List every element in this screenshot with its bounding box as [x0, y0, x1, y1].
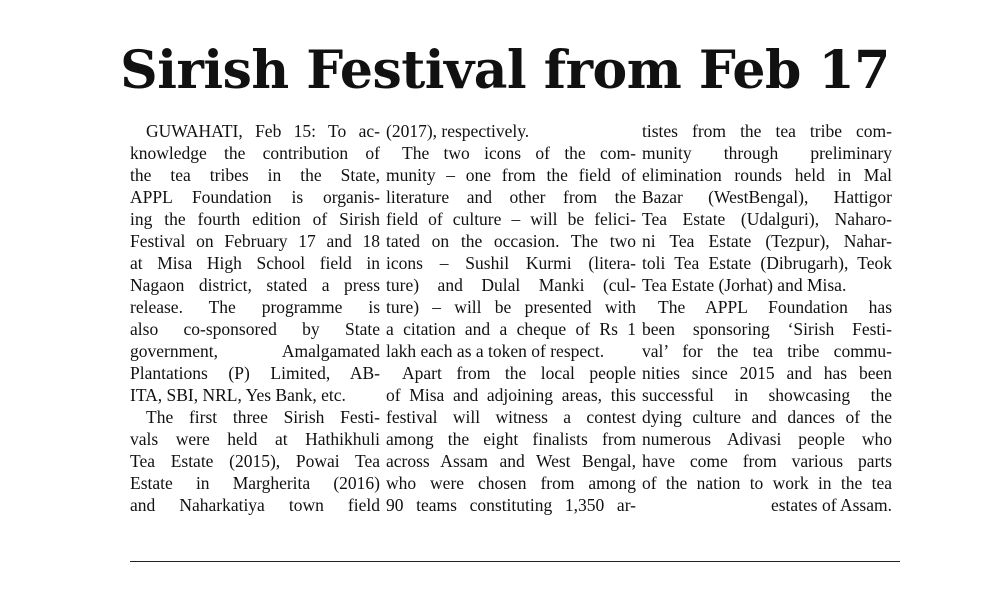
column-2: [386, 120, 636, 516]
text-line: numerous Adivasi people who: [642, 429, 892, 449]
text-line: have come from various parts: [642, 451, 892, 471]
column-1: [130, 120, 380, 516]
text-line: val’ for the tea tribe commu-: [642, 341, 892, 361]
text-line: literature and other from the: [386, 187, 636, 207]
text-line: of Misa and adjoining areas, this: [386, 385, 636, 405]
text-line: been sponsoring ‘Sirish Festi-: [642, 319, 892, 339]
text-line: who were chosen from among: [386, 473, 636, 493]
text-line: Apart from the local people: [402, 363, 636, 383]
text-line: Estate in Margherita (2016): [130, 473, 380, 493]
text-line: The two icons of the com-: [402, 143, 636, 163]
text-line: of the nation to work in the tea: [642, 473, 892, 493]
text-line: ture) and Dulal Manki (cul-: [386, 275, 636, 295]
text-line: APPL Foundation is organis-: [130, 187, 380, 207]
text-line: (2017), respectively.: [386, 121, 530, 141]
text-line: nities since 2015 and has been: [642, 363, 892, 383]
text-line: at Misa High School field in: [130, 253, 380, 273]
text-line: ITA, SBI, NRL, Yes Bank, etc.: [130, 385, 346, 405]
text-line: toli Tea Estate (Dibrugarh), Teok: [642, 253, 892, 273]
text-line: government, Amalgamated: [130, 341, 380, 361]
text-line: and Naharkatiya town field: [130, 495, 380, 515]
text-line: vals were held at Hathikhuli: [130, 429, 380, 449]
text-line: field of culture – will be felici-: [386, 209, 636, 229]
text-line: dying culture and dances of the: [642, 407, 892, 427]
text-line: Tea Estate (2015), Powai Tea: [130, 451, 380, 471]
text-line: Bazar (WestBengal), Hattigor: [642, 187, 892, 207]
text-line: munity – one from the field of: [386, 165, 636, 185]
text-line: tistes from the tea tribe com-: [642, 121, 892, 141]
text-line: Nagaon district, stated a press: [130, 275, 380, 295]
text-line: Plantations (P) Limited, AB-: [130, 363, 380, 383]
text-line: festival will witness a contest: [386, 407, 636, 427]
text-line: ni Tea Estate (Tezpur), Nahar-: [642, 231, 892, 251]
text-line: The first three Sirish Festi-: [146, 407, 380, 427]
text-line: ture) – will be presented with: [386, 297, 636, 317]
text-line: The APPL Foundation has: [658, 297, 892, 317]
text-line: munity through preliminary: [642, 143, 892, 163]
text-line: knowledge the contribution of: [130, 143, 380, 163]
text-line: release. The programme is: [130, 297, 380, 317]
text-line: also co-sponsored by State: [130, 319, 380, 339]
text-line: Tea Estate (Udalguri), Naharo-: [642, 209, 892, 229]
text-line: tated on the occasion. The two: [386, 231, 636, 251]
news-clipping: [110, 40, 900, 568]
text-line: among the eight finalists from: [386, 429, 636, 449]
text-line: a citation and a cheque of Rs 1: [386, 319, 636, 339]
text-line: lakh each as a token of respect.: [386, 341, 605, 361]
text-line: Festival on February 17 and 18: [130, 231, 380, 251]
text-line: GUWAHATI, Feb 15: To ac-: [146, 121, 380, 141]
text-line: elimination rounds held in Mal: [642, 165, 892, 185]
text-line: 90 teams constituting 1,350 ar-: [386, 495, 636, 515]
text-line: Tea Estate (Jorhat) and Misa.: [642, 275, 847, 295]
text-line: icons – Sushil Kurmi (litera-: [386, 253, 636, 273]
headline: Sirish Festival from Feb 17: [120, 40, 890, 101]
column-3: [642, 120, 892, 516]
text-line: ing the fourth edition of Sirish: [130, 209, 380, 229]
bottom-rule: [130, 561, 900, 562]
text-line: estates of Assam.: [770, 495, 892, 515]
text-line: the tea tribes in the State,: [130, 165, 380, 185]
text-line: successful in showcasing the: [642, 385, 892, 405]
text-line: across Assam and West Bengal,: [386, 451, 636, 471]
